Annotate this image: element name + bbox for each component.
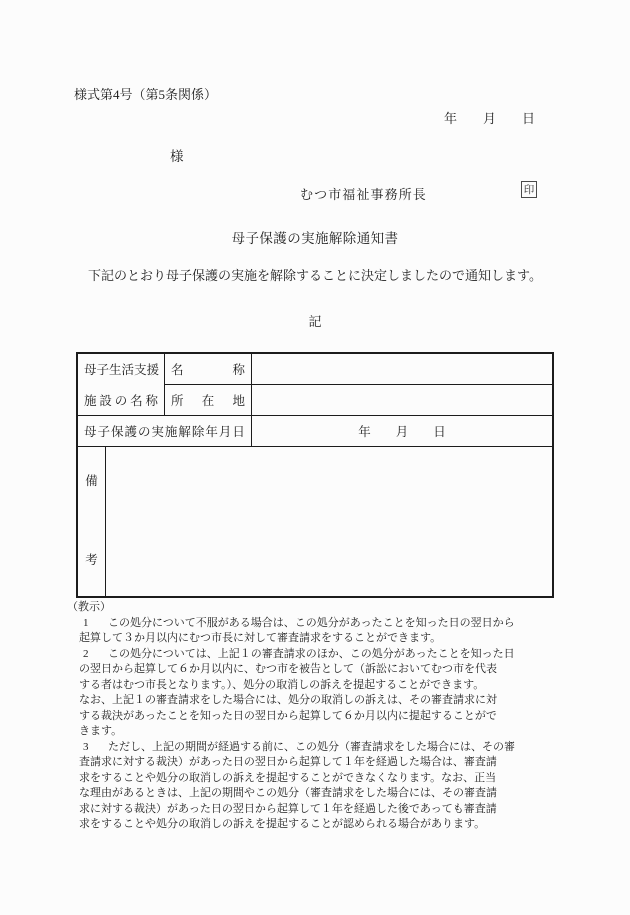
release-date-label-cell (78, 416, 252, 447)
document-title: 母子保護の実施解除通知書 (231, 231, 399, 246)
notice-item-number: 3 (83, 740, 89, 753)
facility-label-cell (78, 354, 165, 416)
notice-item-number: 2 (83, 647, 89, 660)
facility-name-label-cell (165, 354, 252, 385)
remarks-value-cell (106, 447, 552, 596)
notice-item-2 (79, 647, 554, 740)
facility-address-label: 所 在 地 (171, 394, 245, 408)
record-marker: 記 (308, 314, 322, 329)
form-number: 様式第4号（第5条関係） (74, 87, 218, 102)
notice-item-text: ただし、上記の期間が経過する前に、この処分（審査請求をした場合には、その審 査請求に対する裁決）があった日の翌日から起算して１年を経過した場合は、審査請 求をすることや処分の取消しの訴えを提起することができなくなります。なお、正当 な理由があるときは、上記の期間やこの処分（審査請求をした場合には、その審査請 求に対する裁決）があった日の翌日から起算して１年を経過した後であっても審査請 求をすることや処分の取消しの訴えを提起することが認められる場合があります。 (79, 740, 515, 830)
facility-name-label: 名 称 (171, 363, 245, 377)
release-date-label: 母 子 保 護 の 実 施 解 除 年 月 日 (84, 425, 245, 439)
notice-item-1 (79, 616, 554, 647)
notice-item-number: 1 (83, 616, 89, 629)
facility-name-value-cell (252, 354, 552, 385)
remarks-label-bottom: 考 (85, 553, 98, 567)
appeal-notice (67, 600, 554, 833)
notice-item-text: この処分については、上記１の審査請求のほか、この処分があったことを知った日 の翌日から起算して６か月以内に、むつ市を被告として（訴訟においてむつ市を代表 する者はむつ市長となります。）、処分の取消しの訴えを提起することができます。 なお、上記１の審査請求をした場合には、処分の取消しの訴えは、その審査請求に対 する裁決があったことを知った日の翌日から起算して６か月以内に提起することがで きます。 (79, 647, 515, 737)
remarks-label-top: 備 (85, 474, 98, 488)
notice-heading: （教示） (67, 601, 111, 613)
remarks-label-cell (78, 447, 106, 596)
body-paragraph: 下記のとおり母子保護の実施を解除することに決定しましたので通知します。 (88, 268, 542, 283)
notice-item-3 (79, 740, 554, 833)
facility-label-line1: 母 子 生 活 支 援 (84, 363, 160, 378)
sender-title: むつ市福祉事務所長 (300, 187, 427, 202)
issue-date-line: 年 月 日 (444, 111, 536, 126)
seal-placeholder-box: 印 (521, 181, 537, 198)
release-date-value: 年 月 日 (358, 425, 446, 439)
facility-label-line2: 施 設 の 名 称 (84, 393, 158, 408)
release-date-value-cell (252, 416, 552, 447)
notice-item-text: この処分について不服がある場合は、この処分があったことを知った日の翌日から 起算して３か月以内にむつ市長に対して審査請求をすることができます。 (79, 616, 515, 644)
facility-address-label-cell (165, 385, 252, 416)
facility-address-value-cell (252, 385, 552, 416)
details-table (76, 352, 554, 598)
addressee-honorific: 様 (170, 149, 184, 164)
